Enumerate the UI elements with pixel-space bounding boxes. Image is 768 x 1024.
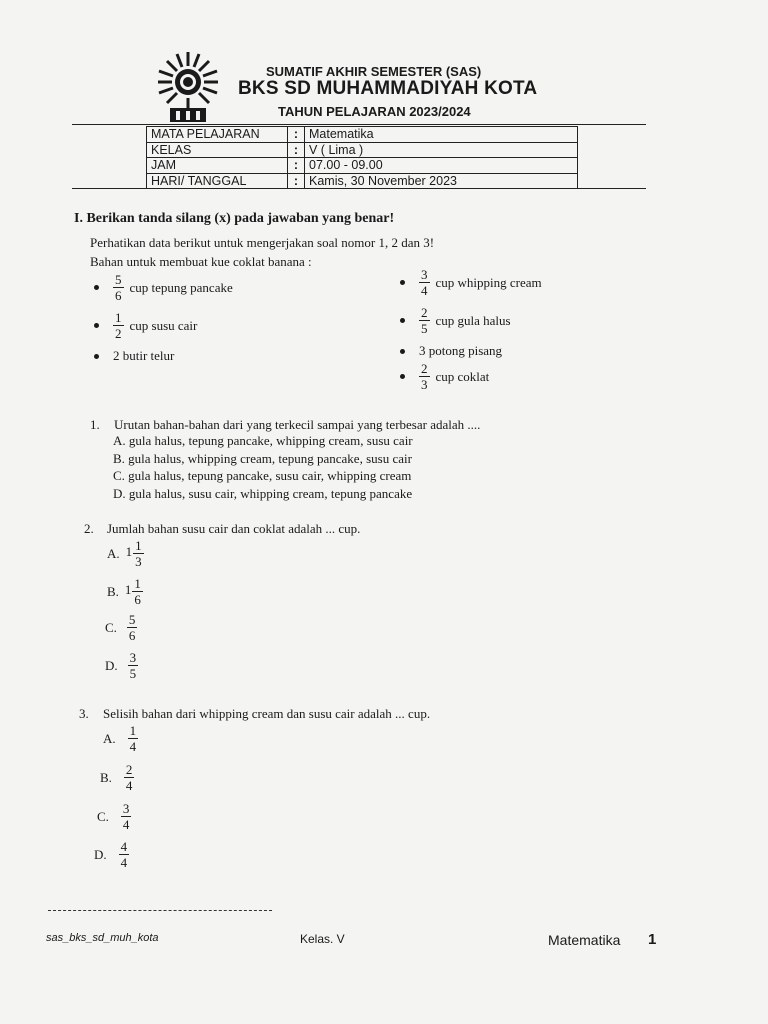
option-a[interactable]: A. gula halus, tepung pancake, whipping cream, susu cair xyxy=(113,433,413,448)
info-sep: : xyxy=(288,127,305,143)
ingredient-text: cup susu cair xyxy=(129,317,198,333)
footer-filename: sas_bks_sd_muh_kota xyxy=(46,932,159,944)
fraction: $\frac{5}{6}$ xyxy=(115,272,122,303)
option-a[interactable]: A. $\frac{1}{4}$ xyxy=(103,723,137,754)
mixed-fraction: 1 $\frac{1}{6}$ xyxy=(124,576,141,607)
info-value: V ( Lima ) xyxy=(305,142,578,158)
ingredient-text: cup tepung pancake xyxy=(129,279,233,295)
option-c[interactable]: C. $\frac{5}{6}$ xyxy=(105,612,136,643)
footer-subject: Matematika xyxy=(548,932,621,948)
table-row xyxy=(147,173,578,189)
ingredient-text: cup coklat xyxy=(435,368,490,384)
table-row xyxy=(147,158,578,174)
bullet-icon xyxy=(94,354,99,359)
intro-text: Perhatikan data berikut untuk mengerjakan soal nomor 1, 2 dan 3! xyxy=(90,235,435,250)
fraction: $\frac{2}{4}$ xyxy=(125,762,133,793)
bullet-icon xyxy=(400,318,405,323)
list-item xyxy=(400,306,511,335)
option-d[interactable]: D. gula halus, susu cair, whipping cream, tepung pancake xyxy=(113,485,413,501)
info-value: Kamis, 30 November 2023 xyxy=(305,173,578,189)
option-c[interactable]: C. gula halus, tepung pancake, susu cair, whipping cream xyxy=(113,468,412,483)
section-title: I. Berikan tanda silang (x) pada jawaban yang benar! xyxy=(74,211,395,226)
fraction: $\frac{3}{4}$ xyxy=(122,801,130,832)
question-number: 3. xyxy=(79,706,89,721)
bullet-icon xyxy=(400,349,405,354)
academic-year: TAHUN PELAJARAN 2023/2024 xyxy=(278,104,471,119)
option-c[interactable]: C. $\frac{3}{4}$ xyxy=(97,801,130,832)
fraction: $\frac{3}{5}$ xyxy=(129,650,137,681)
exam-title: SUMATIF AKHIR SEMESTER (SAS) xyxy=(266,64,482,79)
info-key: JAM xyxy=(147,158,288,174)
list-item xyxy=(94,311,197,340)
list-item xyxy=(400,343,502,359)
ingredient-text: cup whipping cream xyxy=(435,274,542,290)
question-text: Jumlah bahan susu cair dan coklat adalah ... cup. xyxy=(107,521,361,536)
table-row xyxy=(147,142,578,158)
option-b[interactable]: B. 1 $\frac{1}{6}$ xyxy=(107,576,141,607)
info-value: 07.00 - 09.00 xyxy=(305,158,578,174)
intro-text: Bahan untuk membuat kue coklat banana : xyxy=(90,254,312,269)
list-item xyxy=(400,362,489,391)
ingredient-text: 3 potong pisang xyxy=(419,343,503,358)
info-sep: : xyxy=(288,173,305,189)
school-name: BKS SD MUHAMMADIYAH KOTA xyxy=(238,78,538,99)
info-key: HARI/ TANGGAL xyxy=(147,173,288,189)
fraction: $\frac{5}{6}$ xyxy=(128,612,136,643)
option-a[interactable]: A. 1 $\frac{1}{3}$ xyxy=(107,538,142,569)
bullet-icon xyxy=(400,374,405,379)
ingredient-text: cup gula halus xyxy=(435,312,511,328)
question-text: Selisih bahan dari whipping cream dan susu cair adalah ... cup. xyxy=(103,706,431,721)
list-item xyxy=(400,268,542,297)
option-b[interactable]: B. $\frac{2}{4}$ xyxy=(100,762,133,793)
page-number: 1 xyxy=(648,931,657,948)
question-options xyxy=(113,432,413,502)
fraction: $\frac{1}{2}$ xyxy=(115,310,122,341)
question-text: Urutan bahan-bahan dari yang terkecil sampai yang terbesar adalah .... xyxy=(114,417,481,432)
mixed-fraction: 1 $\frac{1}{3}$ xyxy=(125,538,142,569)
option-d[interactable]: D. $\frac{3}{5}$ xyxy=(105,650,137,681)
bullet-icon xyxy=(94,285,99,290)
muhammadiyah-logo-icon xyxy=(150,48,226,124)
fraction: $\frac{4}{4}$ xyxy=(120,839,128,870)
info-sep: : xyxy=(288,158,305,174)
bullet-icon xyxy=(94,323,99,328)
header-divider xyxy=(72,124,646,125)
fraction: $\frac{1}{4}$ xyxy=(129,723,137,754)
fraction: $\frac{3}{4}$ xyxy=(421,267,428,298)
option-b[interactable]: B. gula halus, whipping cream, tepung pancake, susu cair xyxy=(113,450,412,466)
question-number: 1. xyxy=(90,417,100,432)
info-value: Matematika xyxy=(305,127,578,143)
info-key: MATA PELAJARAN xyxy=(147,127,288,143)
footer-divider xyxy=(48,910,272,911)
question-number: 2. xyxy=(84,521,94,536)
info-key: KELAS xyxy=(147,142,288,158)
bullet-icon xyxy=(400,280,405,285)
info-sep: : xyxy=(288,142,305,158)
footer-class: Kelas. V xyxy=(300,932,345,946)
exam-info-table xyxy=(146,126,578,189)
option-d[interactable]: D. $\frac{4}{4}$ xyxy=(94,839,128,870)
ingredient-text: 2 butir telur xyxy=(113,348,175,363)
list-item xyxy=(94,273,233,302)
fraction: $\frac{2}{5}$ xyxy=(421,305,428,336)
fraction: $\frac{2}{3}$ xyxy=(421,361,428,392)
table-row xyxy=(147,127,578,143)
list-item xyxy=(94,348,174,364)
